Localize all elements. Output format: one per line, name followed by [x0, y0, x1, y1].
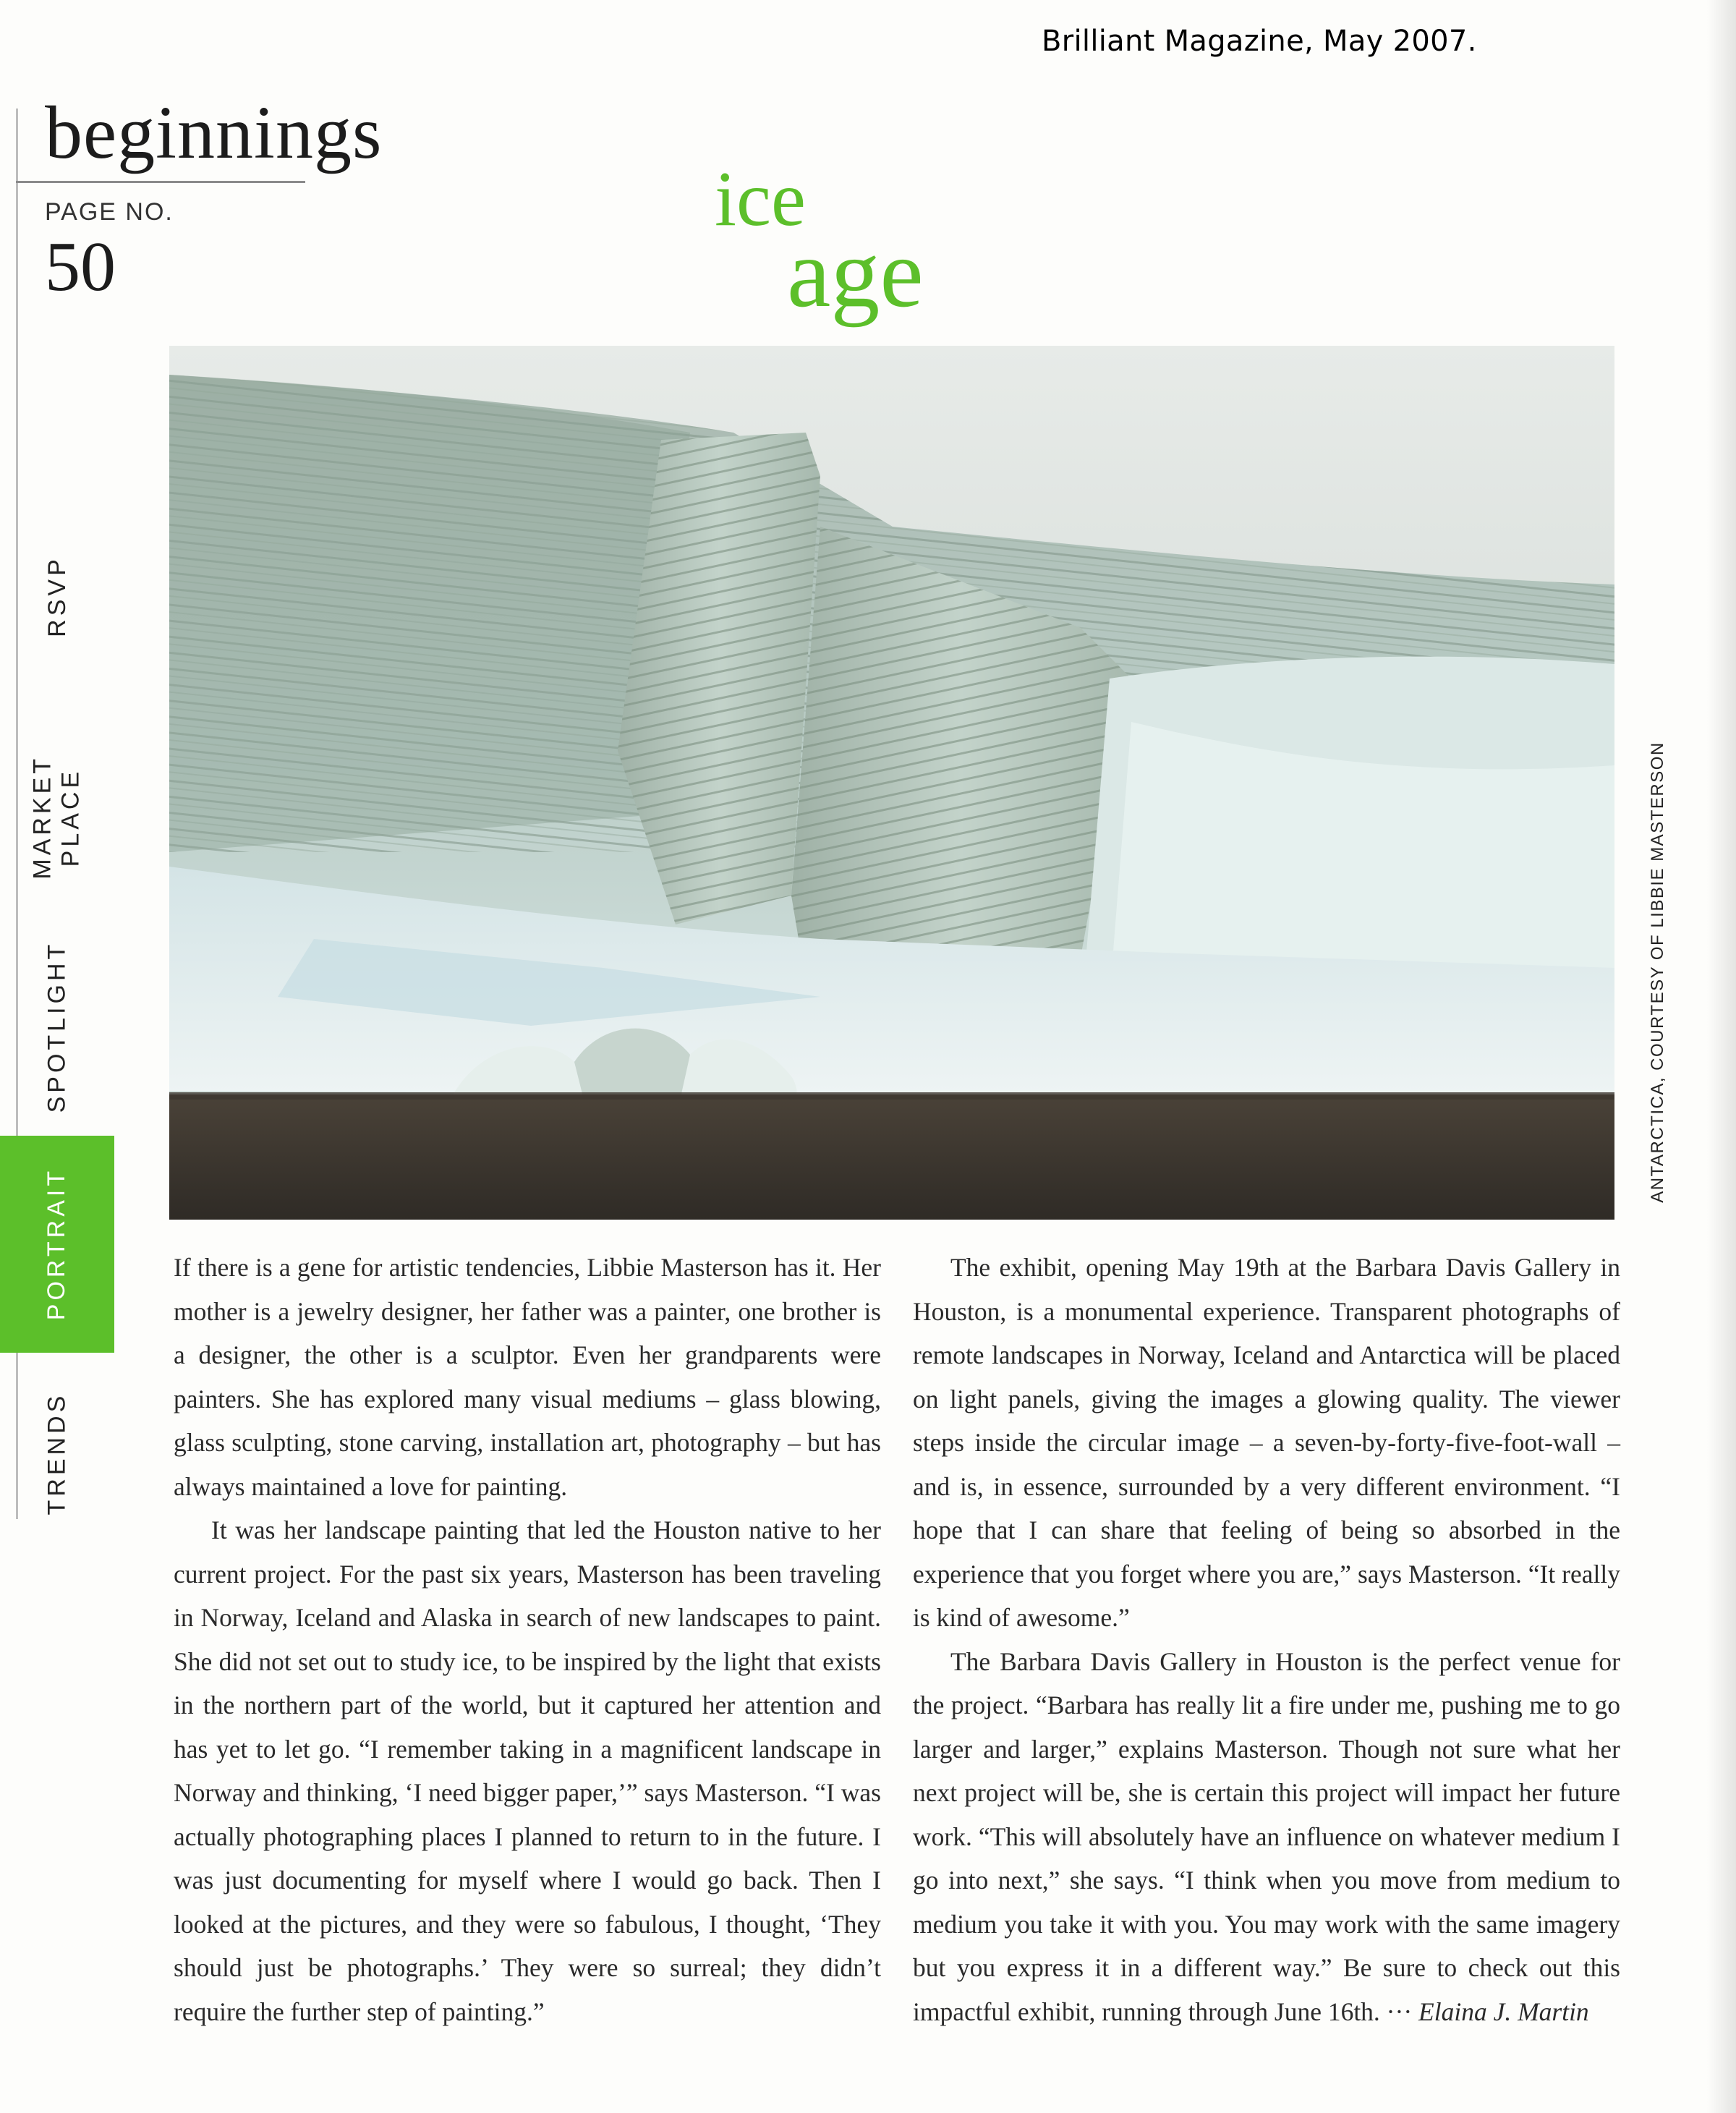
headline-line-2: age [787, 219, 924, 328]
source-note: Brilliant Magazine, May 2007. [1042, 25, 1477, 58]
page-edge-shadow [1707, 0, 1736, 2113]
article-paragraph: It was her landscape painting that led the Houston native to her current project. For the past six years, Masterson has been traveling in Norway, Iceland and Alaska in search of new landscapes to paint. She did not set out to study ice, to be inspired by the light that exists in the northern part of the world, but it captured her attention and has yet to let go. “I remember taking in a magnificent landscape in Norway and thinking, ‘I need bigger paper,’” says Masterson. “I was actually photographing places I planned to return to in the future. I was just documenting for myself where I would go back. Then I looked at the pictures, and they were so fabulous, I thought, ‘They should just be photographs.’ They were so surreal; they didn’t require the further step of painting.” [174, 1515, 881, 2026]
nav-tab-market-place[interactable] [0, 731, 114, 904]
article-paragraph-final [913, 1640, 1620, 2034]
nav-tab-spotlight[interactable] [0, 933, 114, 1121]
nav-tab-label: PORTRAIT [43, 1168, 71, 1321]
nav-tab-label: MARKET PLACE [28, 754, 85, 880]
page-label: PAGE NO. [45, 198, 174, 226]
title-rule [16, 181, 305, 183]
nav-tab-label: TRENDS [43, 1393, 71, 1515]
glacier-photo [169, 346, 1614, 1220]
nav-tab-rsvp[interactable] [0, 535, 114, 658]
section-title: beginnings [45, 91, 383, 174]
glacier-illustration [169, 346, 1614, 1220]
nav-tab-portrait[interactable] [0, 1136, 114, 1353]
page-number: 50 [45, 228, 116, 306]
article-paragraph: If there is a gene for artistic tendencies, Libbie Masterson has it. Her mother is a jewelry designer, her father was a painter, one brother is a designer, the other is a sculptor. Even her grandparents were painters. She has explored many visual mediums – glass blowing, glass sculpting, stone carving, installation art, photography – but has always maintained a love for painting. [174, 1253, 881, 1501]
article-column-left [174, 1246, 881, 2033]
nav-tab-label: SPOTLIGHT [43, 941, 71, 1113]
photo-credit-text: ANTARCTICA, COURTESY OF LIBBIE MASTERSON [1648, 741, 1667, 1203]
nav-tab-label: RSVP [43, 556, 71, 638]
byline: Elaina J. Martin [1418, 1997, 1589, 2026]
nav-tab-trends[interactable] [0, 1382, 114, 1526]
article-paragraph: The exhibit, opening May 19th at the Barbara Davis Gallery in Houston, is a monumental experience. Transparent photographs of remote landscapes in Norway, Iceland and Antarctica will be placed on light panels, giving the images a glowing quality. The viewer steps inside the circular image – a seven-by-forty-five-foot-wall – and is, in essence, surrounded by a very different environment. “I hope that I can share that feeling of being so absorbed in the experience that you forget where you are,” says Masterson. “It really is kind of awesome.” [913, 1253, 1620, 1632]
article-column-right [913, 1246, 1620, 2033]
article-paragraph-text: The Barbara Davis Gallery in Houston is the perfect venue for the project. “Barbara has really lit a fire under me, pushing me to go larger and larger,” explains Masterson. Though not sure what her next project will be, she is certain this project will impact her future work. “This will absolutely have an influence on whatever medium I go into next,” she says. “I think when you move from medium to medium you take it with you. You may work with the same imagery but you express it in a different way.” Be sure to check out this impactful exhibit, running through June 16th. ··· [913, 1646, 1620, 2026]
headline-line-1: ice [715, 156, 806, 242]
